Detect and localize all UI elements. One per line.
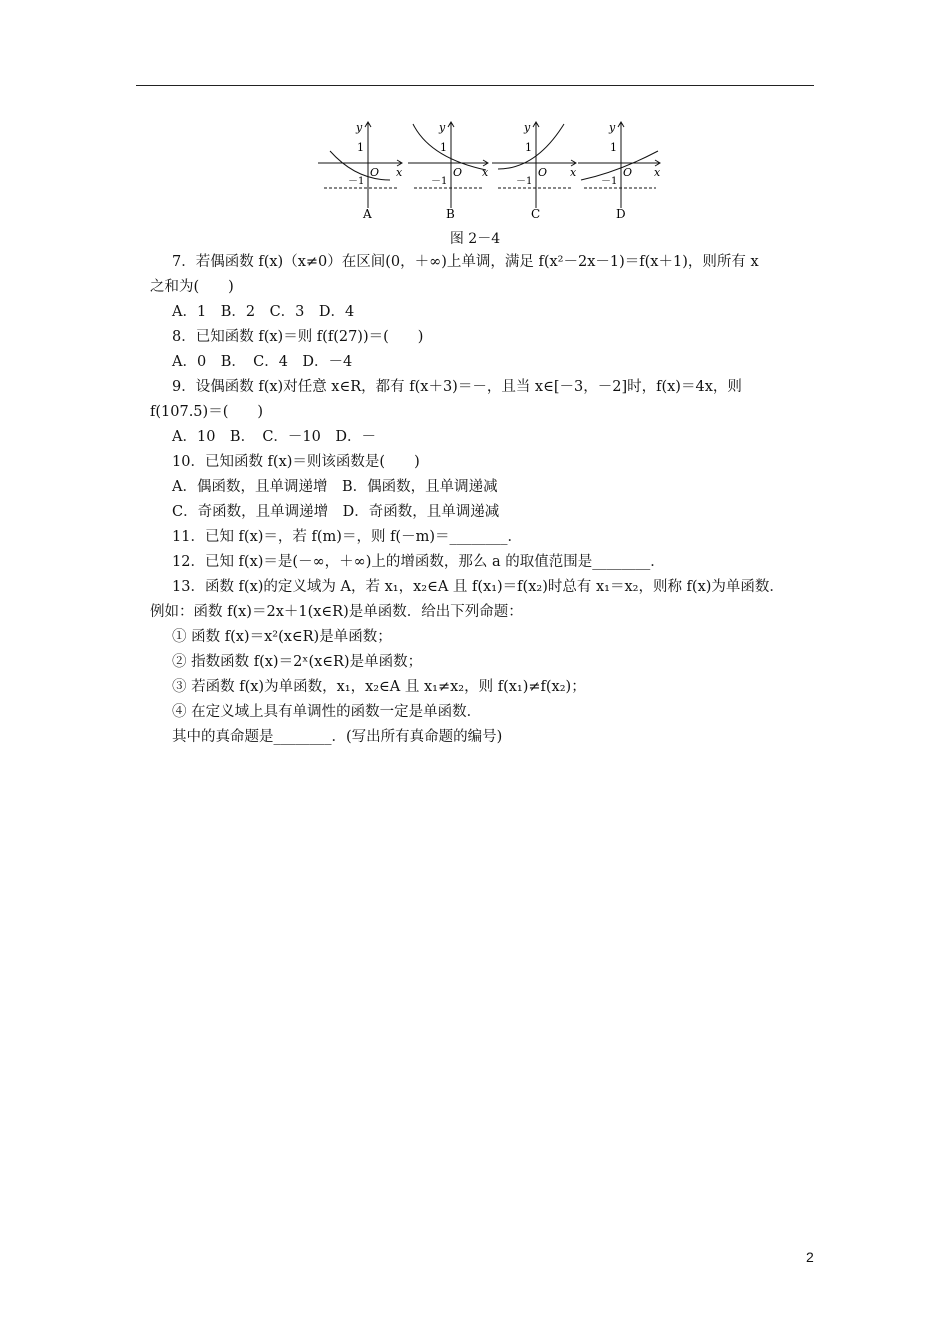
page-number: 2 <box>806 1249 814 1265</box>
tick-label-1: 1 <box>525 141 532 154</box>
y-axis-label: y <box>356 121 363 134</box>
text-line: A．1 B．2 C．3 D．4 <box>172 304 355 320</box>
x-axis-label: x <box>396 166 403 179</box>
text-line: A．偶函数，且单调递增 B．偶函数，且单调递减 <box>172 479 498 495</box>
text-line: 9．设偶函数 f(x)对任意 x∈R，都有 f(x＋3)＝－，且当 x∈[－3，－2]时，f(x)＝4x，则 <box>172 379 742 395</box>
text-line: 12．已知 f(x)＝是(－∞，＋∞)上的增函数，那么 a 的取值范围是________． <box>172 554 665 570</box>
text-line: 11．已知 f(x)＝，若 f(m)＝，则 f(－m)＝________． <box>172 529 522 545</box>
text-line: 10．已知函数 f(x)＝则该函数是( ) <box>172 454 420 470</box>
y-axis-label: y <box>524 121 531 134</box>
y-axis-label: y <box>439 121 446 134</box>
text-line: A．0 B． C．4 D．－4 <box>172 354 353 370</box>
tick-label-minus-1: －1 <box>601 176 618 187</box>
option-letter: A <box>363 207 372 221</box>
figure-2-4 <box>318 118 668 224</box>
text-line: ② 指数函数 f(x)＝2ˣ(x∈R)是单函数； <box>172 654 423 670</box>
text-line: f(107.5)＝( ) <box>150 404 264 420</box>
origin-label: O <box>538 166 548 179</box>
option-letter: D <box>616 207 626 221</box>
option-letter: B <box>446 207 455 221</box>
origin-label: O <box>370 166 380 179</box>
tick-label-minus-1: －1 <box>431 176 448 187</box>
text-line: 7．若偶函数 f(x)（x≠0）在区间(0，＋∞)上单调，满足 f(x²－2x－1)＝f(x＋1)，则所有 x <box>172 254 759 270</box>
text-line: 8．已知函数 f(x)＝则 f(f(27))＝( ) <box>172 329 424 345</box>
text-line: 之和为( ) <box>150 279 234 295</box>
figure-caption: 图 2－4 <box>449 231 501 247</box>
function-curve <box>581 151 658 180</box>
exercise-text <box>150 250 830 750</box>
origin-label: O <box>623 166 633 179</box>
origin-label: O <box>453 166 463 179</box>
text-line: A．10 B． C．－10 D．－ <box>172 429 376 445</box>
text-line: 例如：函数 f(x)＝2x＋1(x∈R)是单函数．给出下列命题： <box>150 604 523 620</box>
text-line: ③ 若函数 f(x)为单函数，x₁，x₂∈A 且 x₁≠x₂，则 f(x₁)≠f(x₂)； <box>172 679 586 695</box>
text-line: C．奇函数，且单调递增 D．奇函数，且单调递减 <box>172 504 500 520</box>
tick-label-minus-1: －1 <box>348 176 365 187</box>
text-line: ④ 在定义域上具有单调性的函数一定是单函数． <box>172 704 482 720</box>
option-letter: C <box>531 207 541 221</box>
y-axis-label: y <box>609 121 616 134</box>
header-rule <box>136 85 814 86</box>
text-line: 其中的真命题是________．(写出所有真命题的编号) <box>172 729 503 745</box>
tick-label-1: 1 <box>610 141 617 154</box>
x-axis-label: x <box>570 166 577 179</box>
text-line: 13．函数 f(x)的定义域为 A，若 x₁，x₂∈A 且 f(x₁)＝f(x₂)时总有 x₁＝x₂，则称 f(x)为单函数． <box>172 579 784 595</box>
x-axis-label: x <box>654 166 661 179</box>
text-line: ① 函数 f(x)＝x²(x∈R)是单函数； <box>172 629 392 645</box>
x-axis-label: x <box>482 166 489 179</box>
tick-label-1: 1 <box>357 141 364 154</box>
tick-label-1: 1 <box>440 141 447 154</box>
tick-label-minus-1: －1 <box>516 176 533 187</box>
function-graph-options <box>318 118 668 224</box>
